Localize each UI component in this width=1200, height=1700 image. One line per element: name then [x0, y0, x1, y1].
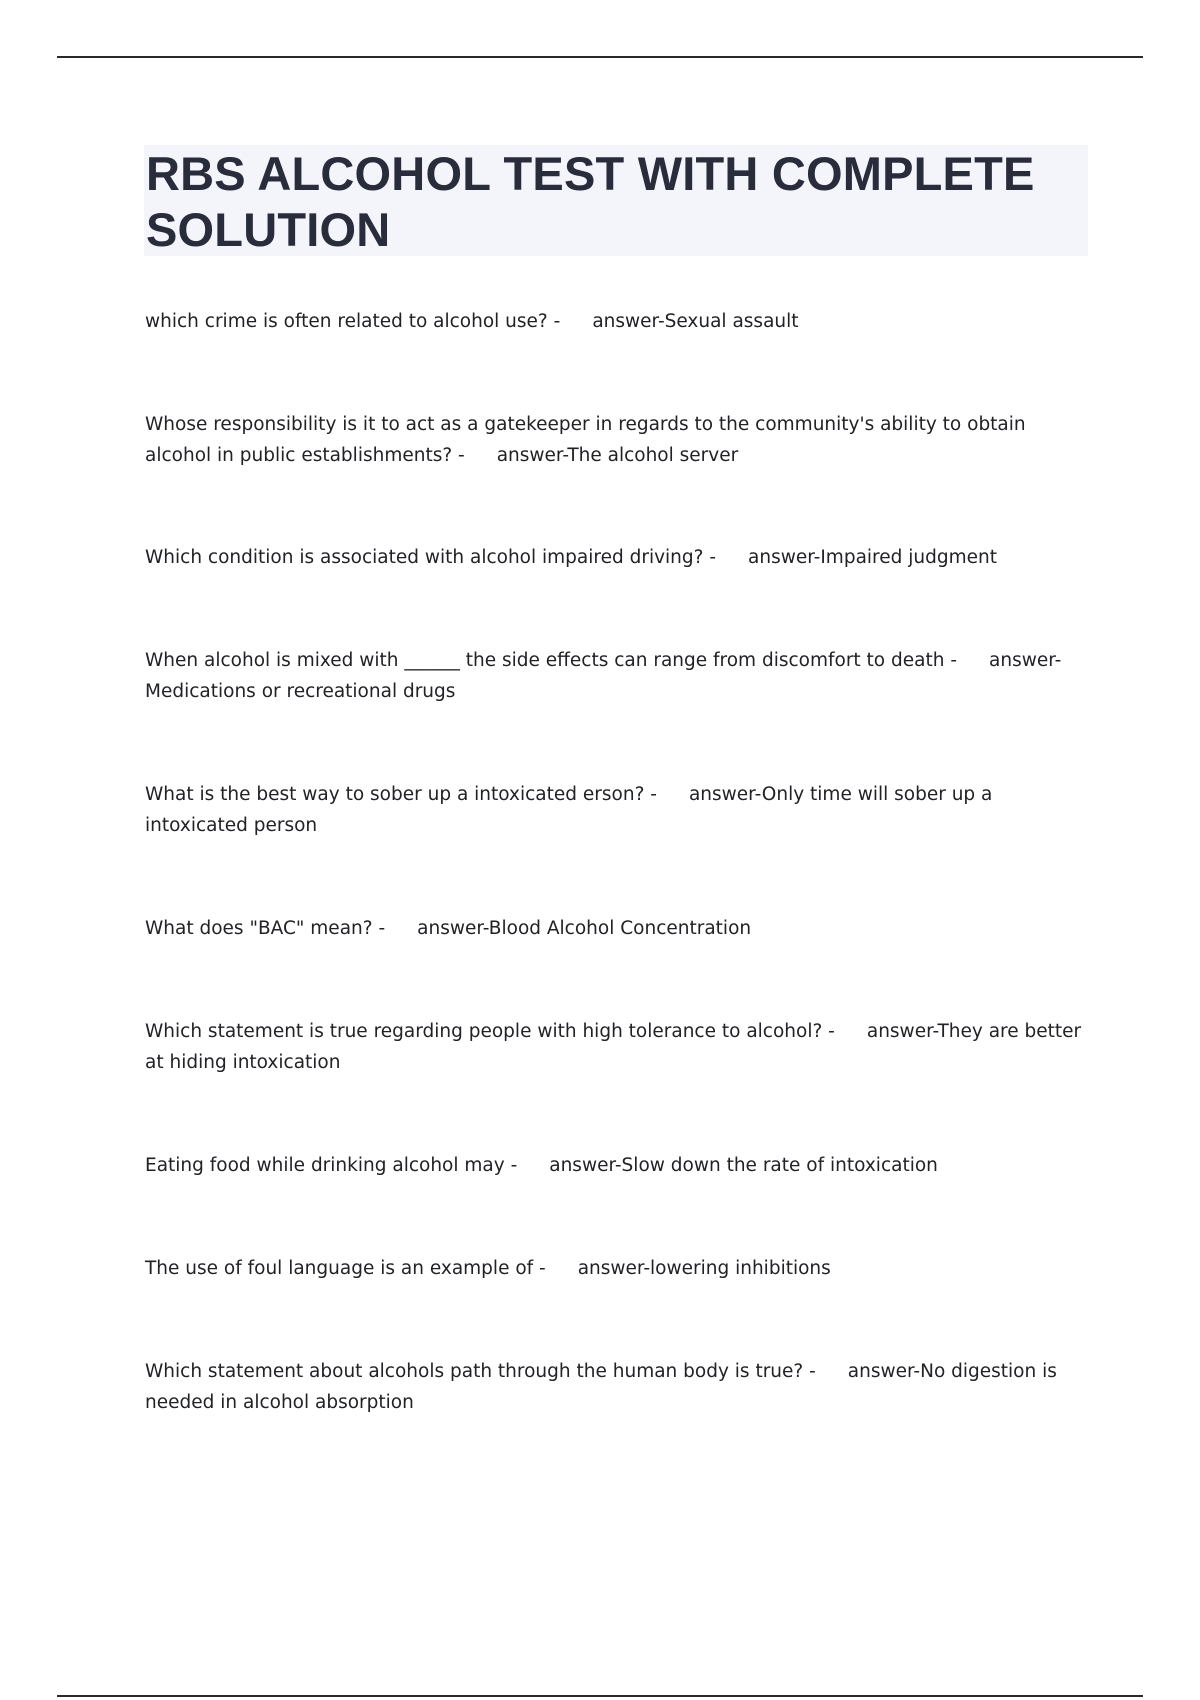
answer-text: answer-Impaired judgment [748, 547, 997, 568]
answer-text: answer-lowering inhibitions [577, 1258, 831, 1279]
question-text: Which condition is associated with alcohol impaired driving? - [145, 547, 717, 568]
bottom-divider [57, 1695, 1143, 1697]
answer-text: answer-The alcohol server [496, 445, 739, 466]
question-text: Which statement is true regarding people with high tolerance to alcohol? - [145, 1021, 835, 1042]
top-divider [57, 56, 1143, 58]
question-text: What does "BAC" mean? - [145, 918, 386, 939]
qa-item [145, 306, 1090, 337]
answer-text: answer-No digestion is needed in alcohol absorption [145, 1361, 1057, 1413]
question-text: Which statement about alcohols path through the human body is true? - [145, 1361, 816, 1382]
qa-item [145, 1356, 1090, 1418]
answer-text: answer-Blood Alcohol Concentration [417, 918, 752, 939]
answer-text: answer-Slow down the rate of intoxication [549, 1155, 938, 1176]
question-text: The use of foul language is an example of - [145, 1258, 546, 1279]
question-text: Eating food while drinking alcohol may - [145, 1155, 518, 1176]
document-title: RBS ALCOHOL TEST WITH COMPLETE SOLUTION [146, 147, 1035, 256]
question-text: When alcohol is mixed with ______ the side effects can range from discomfort to death - [145, 650, 958, 671]
answer-text: answer-Only time will sober up a intoxicated person [145, 784, 993, 836]
answer-text: answer-They are better at hiding intoxication [145, 1021, 1082, 1073]
qa-item [145, 779, 1090, 841]
qa-item [145, 913, 1090, 944]
qa-item [145, 645, 1090, 707]
qa-item [145, 1016, 1090, 1078]
qa-item [145, 409, 1090, 471]
qa-item [145, 1150, 1090, 1181]
question-text: which crime is often related to alcohol use? - [145, 311, 561, 332]
answer-text: answer-Medications or recreational drugs [145, 650, 1062, 702]
question-text: Whose responsibility is it to act as a gatekeeper in regards to the community's ability to obtain alcohol in public establishments? - [145, 414, 1026, 466]
answer-text: answer-Sexual assault [592, 311, 799, 332]
qa-item [145, 542, 1090, 573]
question-text: What is the best way to sober up a intoxicated erson? - [145, 784, 657, 805]
qa-item [145, 1253, 1090, 1284]
